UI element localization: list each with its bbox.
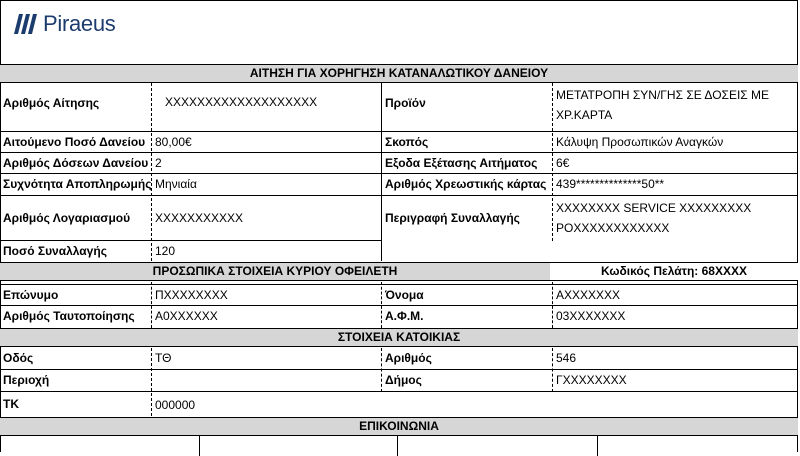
number-value: 546 — [556, 351, 577, 365]
product-value-line2: ΧΡ.ΚΑΡΤΑ — [556, 108, 613, 122]
row-divider — [0, 152, 798, 153]
row-divider — [0, 173, 798, 174]
installments-label: Αριθμός Δόσεων Δανείου — [3, 156, 149, 170]
bank-logo-icon — [14, 14, 38, 34]
municipality-value: ΓXXXXXXXX — [556, 373, 627, 387]
name-value: ΑXXXXXXX — [556, 288, 621, 302]
street-label: Οδός — [3, 351, 34, 365]
column-divider-dashed — [381, 282, 382, 328]
account-value: XXXXXXXXXXX — [155, 211, 244, 225]
name-label: Όνομα — [385, 288, 424, 302]
number-label: Αριθμός — [385, 351, 432, 365]
card-label: Αριθμός Χρεωστικής κάρτας — [385, 177, 547, 191]
transaction-desc-label: Περιγραφή Συναλλαγής — [385, 211, 520, 225]
column-divider — [597, 436, 598, 456]
column-divider — [381, 83, 382, 261]
municipality-label: Δήμος — [385, 373, 422, 387]
piraeus-logo — [14, 9, 116, 39]
row-divider — [0, 305, 798, 306]
frequency-label: Συχνότητα Αποπληρωμής — [3, 177, 152, 191]
column-divider-dashed — [552, 83, 553, 241]
column-divider-dashed — [151, 348, 152, 416]
product-value — [553, 83, 798, 131]
customer-code: Κωδικός Πελάτη: 68XXXX — [550, 262, 798, 281]
application-no-value: XXXXXXXXXXXXXXXXXXX — [165, 95, 318, 109]
surname-label: Επώνυμο — [3, 288, 59, 302]
tax-value: 03XXXXXXX — [556, 309, 626, 323]
column-divider — [199, 436, 200, 456]
transaction-amount-label: Ποσό Συναλλαγής — [3, 244, 107, 258]
area-label: Περιοχή — [3, 373, 50, 387]
row-divider — [0, 284, 798, 285]
id-label: Αριθμός Ταυτοποίησης — [3, 309, 135, 323]
section-header-residence: ΣΤΟΙΧΕΙΑ ΚΑΤΟΙΚΙΑΣ — [0, 328, 798, 347]
application-no-label: Αριθμός Αίτησης — [3, 96, 100, 110]
purpose-value: Κάλυψη Προσωπικών Αναγκών — [556, 135, 724, 149]
column-divider-dashed — [151, 83, 152, 261]
section-header-loan-application: ΑΙΤΗΣΗ ΓΙΑ ΧΟΡΗΓΗΣΗ ΚΑΤΑΝΑΛΩΤΙΚΟΥ ΔΑΝΕΙΟΥ — [0, 64, 798, 83]
transaction-desc-line2: ΡΟXXXXXXXXXXXX — [556, 221, 670, 235]
column-divider-dashed — [552, 348, 553, 392]
purpose-label: Σκοπός — [385, 135, 429, 149]
transaction-desc-line1: XXXXXXXX SERVICE XXXXXXXXX — [556, 201, 752, 215]
product-value-line1: ΜΕΤΑΤΡΟΠΗ ΣΥΝ/ΓΗΣ ΣΕ ΔΟΣΕΙΣ ΜΕ — [556, 88, 770, 102]
column-divider-dashed — [151, 282, 152, 328]
id-value: Α0XXXXXX — [155, 309, 218, 323]
card-value: 439**************50** — [556, 177, 665, 191]
section-header-borrower: ΠΡΟΣΩΠΙΚΑ ΣΤΟΙΧΕΙΑ ΚΥΡΙΟΥ ΟΦΕΙΛΕΤΗ — [0, 262, 550, 281]
section-header-contact: ΕΠΙΚΟΙΝΩΝΙΑ — [0, 417, 798, 436]
product-label: Προϊόν — [385, 96, 426, 110]
account-label: Αριθμός Λογαριασμού — [3, 211, 131, 225]
row-divider — [0, 391, 798, 392]
transaction-amount-value: 120 — [155, 244, 176, 258]
transaction-desc-value — [553, 196, 798, 240]
postcode-label: ΤΚ — [3, 397, 19, 411]
installments-value: 2 — [155, 156, 162, 170]
row-divider — [0, 369, 798, 370]
frequency-value: Μηνιαία — [155, 177, 197, 191]
row-divider — [0, 240, 382, 241]
tax-label: Α.Φ.Μ. — [385, 309, 424, 323]
street-value: ΤΘ — [155, 351, 172, 365]
column-divider — [397, 436, 398, 456]
surname-value: ΠXXXXXXXX — [155, 288, 228, 302]
logo-text: Piraeus — [43, 11, 116, 36]
column-divider-dashed — [381, 348, 382, 392]
row-divider — [0, 195, 798, 196]
fee-label: Εξοδα Εξέτασης Αιτήματος — [385, 156, 538, 170]
fee-value: 6€ — [556, 156, 570, 170]
amount-value: 80,00€ — [155, 135, 192, 149]
amount-label: Αιτούμενο Ποσό Δανείου — [3, 135, 146, 149]
postcode-value: 000000 — [155, 398, 196, 412]
row-divider — [0, 131, 798, 132]
area-value — [152, 370, 382, 390]
column-divider-dashed — [552, 282, 553, 328]
